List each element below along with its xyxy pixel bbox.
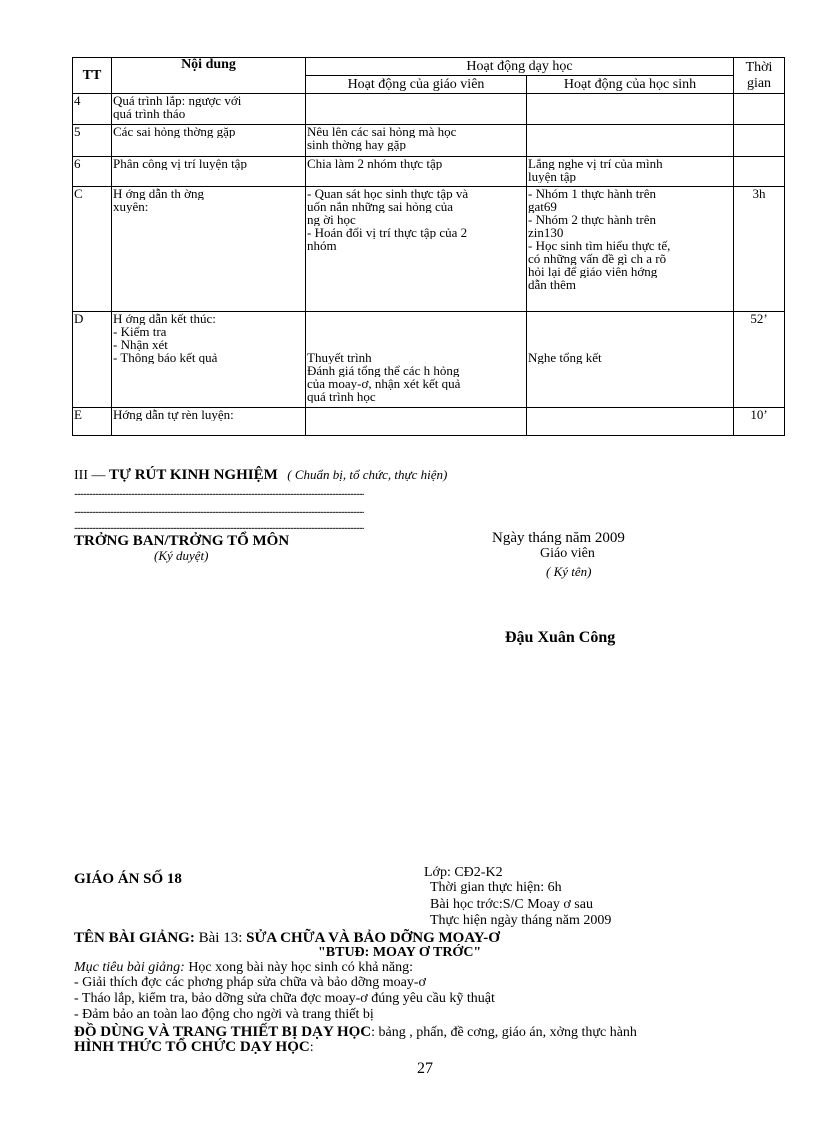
cell-content: [112, 187, 306, 312]
cell-content-line: xuyên:: [113, 200, 149, 213]
cell-time: [734, 94, 785, 125]
cell-teacher-activity: [306, 125, 527, 157]
cell-student-activity-line: Lắng nghe vị trí của mình: [528, 157, 663, 170]
table-row: [73, 312, 785, 408]
header-tt: TT: [73, 58, 112, 94]
cell-teacher-activity-line: sinh thờng hay gặp: [307, 138, 406, 151]
head-of-department-title: TRỞNG BAN/TRỞNG TỔ MÔN: [74, 533, 290, 549]
header-content: Nội dung: [112, 58, 306, 94]
cell-tt: E: [73, 408, 112, 436]
cell-teacher-activity: [306, 187, 527, 312]
objective-item: - Tháo lắp, kiểm tra, bảo dỡng sửa chữa đợc moay-ơ đúng yêu cầu kỹ thuật: [74, 991, 495, 1006]
cell-content-line: quá trình tháo: [113, 107, 186, 120]
cell-teacher-activity: [306, 94, 527, 125]
execution-date-label: Thực hiện ngày tháng năm 2009: [430, 913, 612, 928]
cell-content-line: - Nhận xét: [113, 338, 168, 351]
lesson-number: GIÁO ÁN SỐ 18: [74, 871, 182, 887]
cell-student-activity-line: gat69: [528, 200, 557, 213]
cell-teacher-activity-line: - Quan sát học sinh thực tập và: [307, 187, 469, 200]
cell-tt: C: [73, 187, 112, 312]
cell-student-activity-line: - Nhóm 1 thực hành trên: [528, 187, 656, 200]
organization-text: :: [309, 1040, 314, 1055]
cell-teacher-activity: [306, 157, 527, 187]
cell-teacher-activity-line: Nêu lên các sai hỏng mà học: [307, 125, 457, 138]
cell-teacher-activity: [306, 408, 527, 436]
signature-note: ( Ký tên): [546, 564, 592, 579]
cell-student-activity: [527, 125, 734, 157]
cell-student-activity: [527, 408, 734, 436]
signature-date: Ngày tháng năm 2009: [492, 530, 625, 546]
equipment-label: ĐỒ DÙNG VÀ TRANG THIẾT BỊ DẠY HỌC: [74, 1024, 372, 1040]
cell-teacher-activity-line: của moay-ơ, nhận xét kết quả: [307, 377, 461, 390]
equipment-text: : bảng , phấn, đề cơng, giáo án, xởng thực hành: [371, 1025, 637, 1040]
header-student-activity: Hoạt động của học sinh: [527, 76, 734, 94]
class-label: Lớp: CĐ2-K2: [424, 865, 503, 880]
dotted-line-1: .................................................................................................................................................................................................: [74, 487, 364, 498]
cell-student-activity-line: zin130: [528, 226, 564, 239]
cell-teacher-activity-line: quá trình học: [307, 390, 376, 403]
cell-teacher-activity-line: - Hoán đổi vị trí thực tập của 2: [307, 226, 468, 239]
lesson-subtitle: "BTUĐ: MOAY Ơ TRỚC": [318, 945, 482, 960]
teacher-role: Giáo viên: [540, 546, 595, 561]
cell-student-activity-line: có những vấn đề gì ch a rõ: [528, 252, 667, 265]
objectives-label: Mục tiêu bài giảng:: [74, 960, 185, 975]
cell-student-activity-line: - Học sinh tìm hiểu thực tế,: [528, 239, 671, 252]
cell-teacher-activity-line: uốn nắn những sai hỏng của: [307, 200, 454, 213]
cell-teacher-activity-line: Đánh giá tổng thể các h hỏng: [307, 364, 460, 377]
cell-time: [734, 125, 785, 157]
cell-content: [112, 125, 306, 157]
cell-content-line: Phân công vị trí luyện tập: [113, 157, 247, 170]
cell-content-line: H ớng dẫn th ờng: [113, 187, 205, 200]
approval-note: (Ký duyệt): [154, 548, 209, 563]
table-row: [73, 187, 785, 312]
cell-student-activity-line: hỏi lại để giáo viên hớng: [528, 265, 658, 278]
cell-tt: 6: [73, 157, 112, 187]
cell-content-line: - Thông báo kết quả: [113, 351, 218, 364]
previous-lesson-label: Bài học trớc:S/C Moay ơ sau: [430, 897, 593, 912]
cell-student-activity-line: Nghe tổng kết: [528, 351, 602, 364]
cell-time: 10’: [734, 408, 785, 436]
cell-tt: 4: [73, 94, 112, 125]
duration-label: Thời gian thực hiện: 6h: [430, 880, 562, 895]
teacher-name: Đậu Xuân Công: [505, 629, 616, 646]
cell-student-activity: [527, 157, 734, 187]
cell-teacher-activity-line: [307, 312, 525, 325]
cell-content-line: - Kiểm tra: [113, 325, 167, 338]
section-3-title: TỰ RÚT KINH NGHIỆM: [109, 467, 278, 483]
cell-time: 52’: [734, 312, 785, 408]
section-3-prefix: III —: [74, 468, 106, 483]
cell-student-activity-line: dẫn thêm: [528, 278, 577, 291]
cell-content-line: Hớng dẫn tự rèn luyện:: [113, 408, 234, 421]
table-row: [73, 157, 785, 187]
cell-content: [112, 157, 306, 187]
dotted-line-2: .................................................................................................................................................................................................: [74, 505, 364, 516]
table-row: [73, 125, 785, 157]
cell-student-activity: [527, 312, 734, 408]
cell-content-line: H ớng dẫn kết thúc:: [113, 312, 216, 325]
cell-student-activity-line: - Nhóm 2 thực hành trên: [528, 213, 656, 226]
objective-item: - Đảm bảo an toàn lao động cho ngời và trang thiết bị: [74, 1007, 374, 1022]
header-activities: Hoạt động dạy học: [306, 58, 734, 76]
organization-label: HÌNH THỨC TỔ CHỨC DẠY HỌC: [74, 1039, 310, 1055]
objectives-intro: [74, 960, 413, 976]
cell-content-line: Các sai hỏng thờng gặp: [113, 125, 236, 138]
cell-student-activity-line: [528, 312, 732, 325]
cell-student-activity: [527, 187, 734, 312]
table-row: [73, 408, 785, 436]
cell-student-activity-line: [528, 325, 732, 338]
lesson-title-number: Bài 13:: [198, 930, 243, 946]
header-time: Thời gian: [734, 58, 785, 94]
cell-teacher-activity-line: [307, 325, 525, 338]
teaching-activity-table: [72, 57, 785, 436]
lesson-title-text: SỬA CHỮA VÀ BẢO DỠNG MOAY-Ơ: [246, 930, 500, 946]
lesson-title-label: TÊN BÀI GIẢNG:: [74, 930, 195, 946]
cell-teacher-activity-line: nhóm: [307, 239, 337, 252]
cell-teacher-activity-line: ng ời học: [307, 213, 356, 226]
section-3-heading: [74, 467, 447, 484]
cell-teacher-activity: [306, 312, 527, 408]
cell-content-line: Quá trình lắp: ngược với: [113, 94, 242, 107]
organization-line: [74, 1039, 314, 1056]
dotted-line-3: .................................................................................................................................................................................................: [74, 521, 364, 532]
section-3-note: ( Chuẩn bị, tổ chức, thực hiện): [287, 467, 448, 482]
cell-content: [112, 94, 306, 125]
header-teacher-activity: Hoạt động của giáo viên: [306, 76, 527, 94]
cell-content: [112, 312, 306, 408]
cell-student-activity-line: luyện tập: [528, 170, 577, 183]
table-row: [73, 94, 785, 125]
cell-student-activity: [527, 94, 734, 125]
cell-tt: 5: [73, 125, 112, 157]
cell-student-activity-line: [528, 338, 732, 351]
cell-time: [734, 157, 785, 187]
objectives-intro-text: Học xong bài này học sinh có khả năng:: [188, 960, 414, 975]
cell-teacher-activity-line: Thuyết trình: [307, 351, 372, 364]
cell-teacher-activity-line: [307, 338, 525, 351]
cell-content: [112, 408, 306, 436]
page-number: 27: [417, 1060, 433, 1077]
objective-item: - Giải thích đợc các phơng pháp sửa chữa và bảo dỡng moay-ơ: [74, 975, 426, 990]
cell-time: 3h: [734, 187, 785, 312]
cell-tt: D: [73, 312, 112, 408]
cell-teacher-activity-line: Chia làm 2 nhóm thực tập: [307, 157, 443, 170]
